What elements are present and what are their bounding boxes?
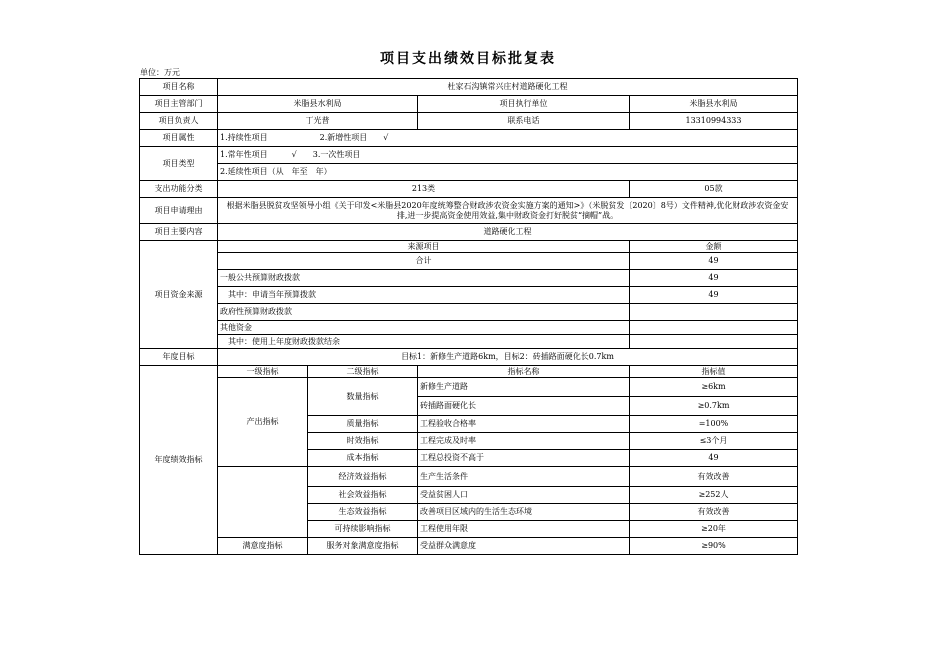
indicator-value: ≥90% (630, 538, 798, 555)
exec-label: 项目执行单位 (418, 96, 630, 113)
fund-row-name: 其中：申请当年预算拨款 (218, 287, 630, 304)
annual-goal-label: 年度目标 (140, 349, 218, 366)
leader-value: 丁光普 (218, 113, 418, 130)
indicator-value: =100% (630, 416, 798, 433)
economic-label: 经济效益指标 (308, 467, 418, 487)
indicator-name: 生产生活条件 (418, 467, 630, 487)
reason-text: 根据米脂县脱贫攻坚领导小组《关于印发<米脂县2020年度统筹整合财政涉农资金实施方案的通知>》（米脱贫发〔2020〕8号）文件精神,优化财政涉农资金安排,进一步提高资金使用效益,集中财政资金打好脱贫“摘帽”战。 (218, 198, 798, 224)
indicator-name: 受益贫困人口 (418, 487, 630, 504)
indicator-value: 有效改善 (630, 504, 798, 521)
fund-row-name: 其他资金 (218, 321, 630, 335)
content-value: 道路硬化工程 (218, 224, 798, 241)
benefit-l1-blank (218, 467, 308, 538)
indicator-value: 49 (630, 450, 798, 467)
attr-option-continuous: 1.持续性项目 (220, 133, 268, 142)
func-class: 213类 (218, 181, 630, 198)
social-label: 社会效益指标 (308, 487, 418, 504)
dept-value: 米脂县水利局 (218, 96, 418, 113)
fund-row-amount: 49 (630, 270, 798, 287)
sustain-label: 可持续影响指标 (308, 521, 418, 538)
eco-label: 生态效益指标 (308, 504, 418, 521)
exec-value: 米脂县水利局 (630, 96, 798, 113)
satisfaction-label: 满意度指标 (218, 538, 308, 555)
indicator-name: 受益群众满意度 (418, 538, 630, 555)
satisfaction-l2: 服务对象满意度指标 (308, 538, 418, 555)
timeliness-label: 时效指标 (308, 433, 418, 450)
indicator-name: 工程使用年限 (418, 521, 630, 538)
indicator-name: 工程验收合格率 (418, 416, 630, 433)
fund-row-amount (630, 304, 798, 321)
fund-row-name: 政府性预算财政拨款 (218, 304, 630, 321)
indicator-value: ≥20年 (630, 521, 798, 538)
fund-row-name: 一般公共预算财政拨款 (218, 270, 630, 287)
func-item: 05款 (630, 181, 798, 198)
approval-table (139, 78, 798, 555)
perf-header-l1: 一级指标 (218, 366, 308, 378)
fund-row-amount: 49 (630, 253, 798, 270)
annual-goal-value: 目标1：新修生产道路6km，目标2：砖插路面硬化长0.7km (218, 349, 798, 366)
func-label: 支出功能分类 (140, 181, 218, 198)
perf-header-value: 指标值 (630, 366, 798, 378)
indicator-name: 新修生产道路 (418, 378, 630, 397)
fund-row-amount (630, 335, 798, 349)
indicator-name: 砖插路面硬化长 (418, 397, 630, 416)
fund-header-amount: 金额 (630, 241, 798, 253)
indicator-value: ≤3个月 (630, 433, 798, 450)
output-label: 产出指标 (218, 378, 308, 467)
unit-label: 单位：万元 (140, 68, 180, 77)
quality-label: 质量指标 (308, 416, 418, 433)
fund-row-amount (630, 321, 798, 335)
indicator-value: ≥0.7km (630, 397, 798, 416)
indicator-value: ≥6km (630, 378, 798, 397)
indicator-name: 工程总投资不高于 (418, 450, 630, 467)
type-row-2: 2.延续性项目（从 年至 年） (218, 164, 798, 181)
type-label: 项目类型 (140, 147, 218, 181)
project-name-value: 杜家石沟镇常兴庄村道路硬化工程 (218, 79, 798, 96)
dept-label: 项目主管部门 (140, 96, 218, 113)
project-name-label: 项目名称 (140, 79, 218, 96)
indicator-value: 有效改善 (630, 467, 798, 487)
indicator-name: 工程完成及时率 (418, 433, 630, 450)
perf-header-l2: 二级指标 (308, 366, 418, 378)
indicator-value: ≥252人 (630, 487, 798, 504)
perf-header-name: 指标名称 (418, 366, 630, 378)
attr-label: 项目属性 (140, 130, 218, 147)
content-label: 项目主要内容 (140, 224, 218, 241)
attr-value (218, 130, 798, 147)
phone-value: 13310994333 (630, 113, 798, 130)
fund-label: 项目资金来源 (140, 241, 218, 349)
page-title: 项目支出绩效目标批复表 (380, 51, 556, 67)
fund-header-source: 来源项目 (218, 241, 630, 253)
quantity-label: 数量指标 (308, 378, 418, 416)
reason-label: 项目申请理由 (140, 198, 218, 224)
fund-row-amount: 49 (630, 287, 798, 304)
indicator-name: 改善项目区域内的生活生态环境 (418, 504, 630, 521)
attr-option-new: 2.新增性项目 √ (319, 133, 389, 142)
fund-row-name: 合计 (218, 253, 630, 270)
perf-label: 年度绩效指标 (140, 366, 218, 555)
cost-label: 成本指标 (308, 450, 418, 467)
leader-label: 项目负责人 (140, 113, 218, 130)
fund-row-name: 其中：使用上年度财政拨款结余 (218, 335, 630, 349)
type-row-1: 1.常年性项目 √ 3.一次性项目 (218, 147, 798, 164)
phone-label: 联系电话 (418, 113, 630, 130)
